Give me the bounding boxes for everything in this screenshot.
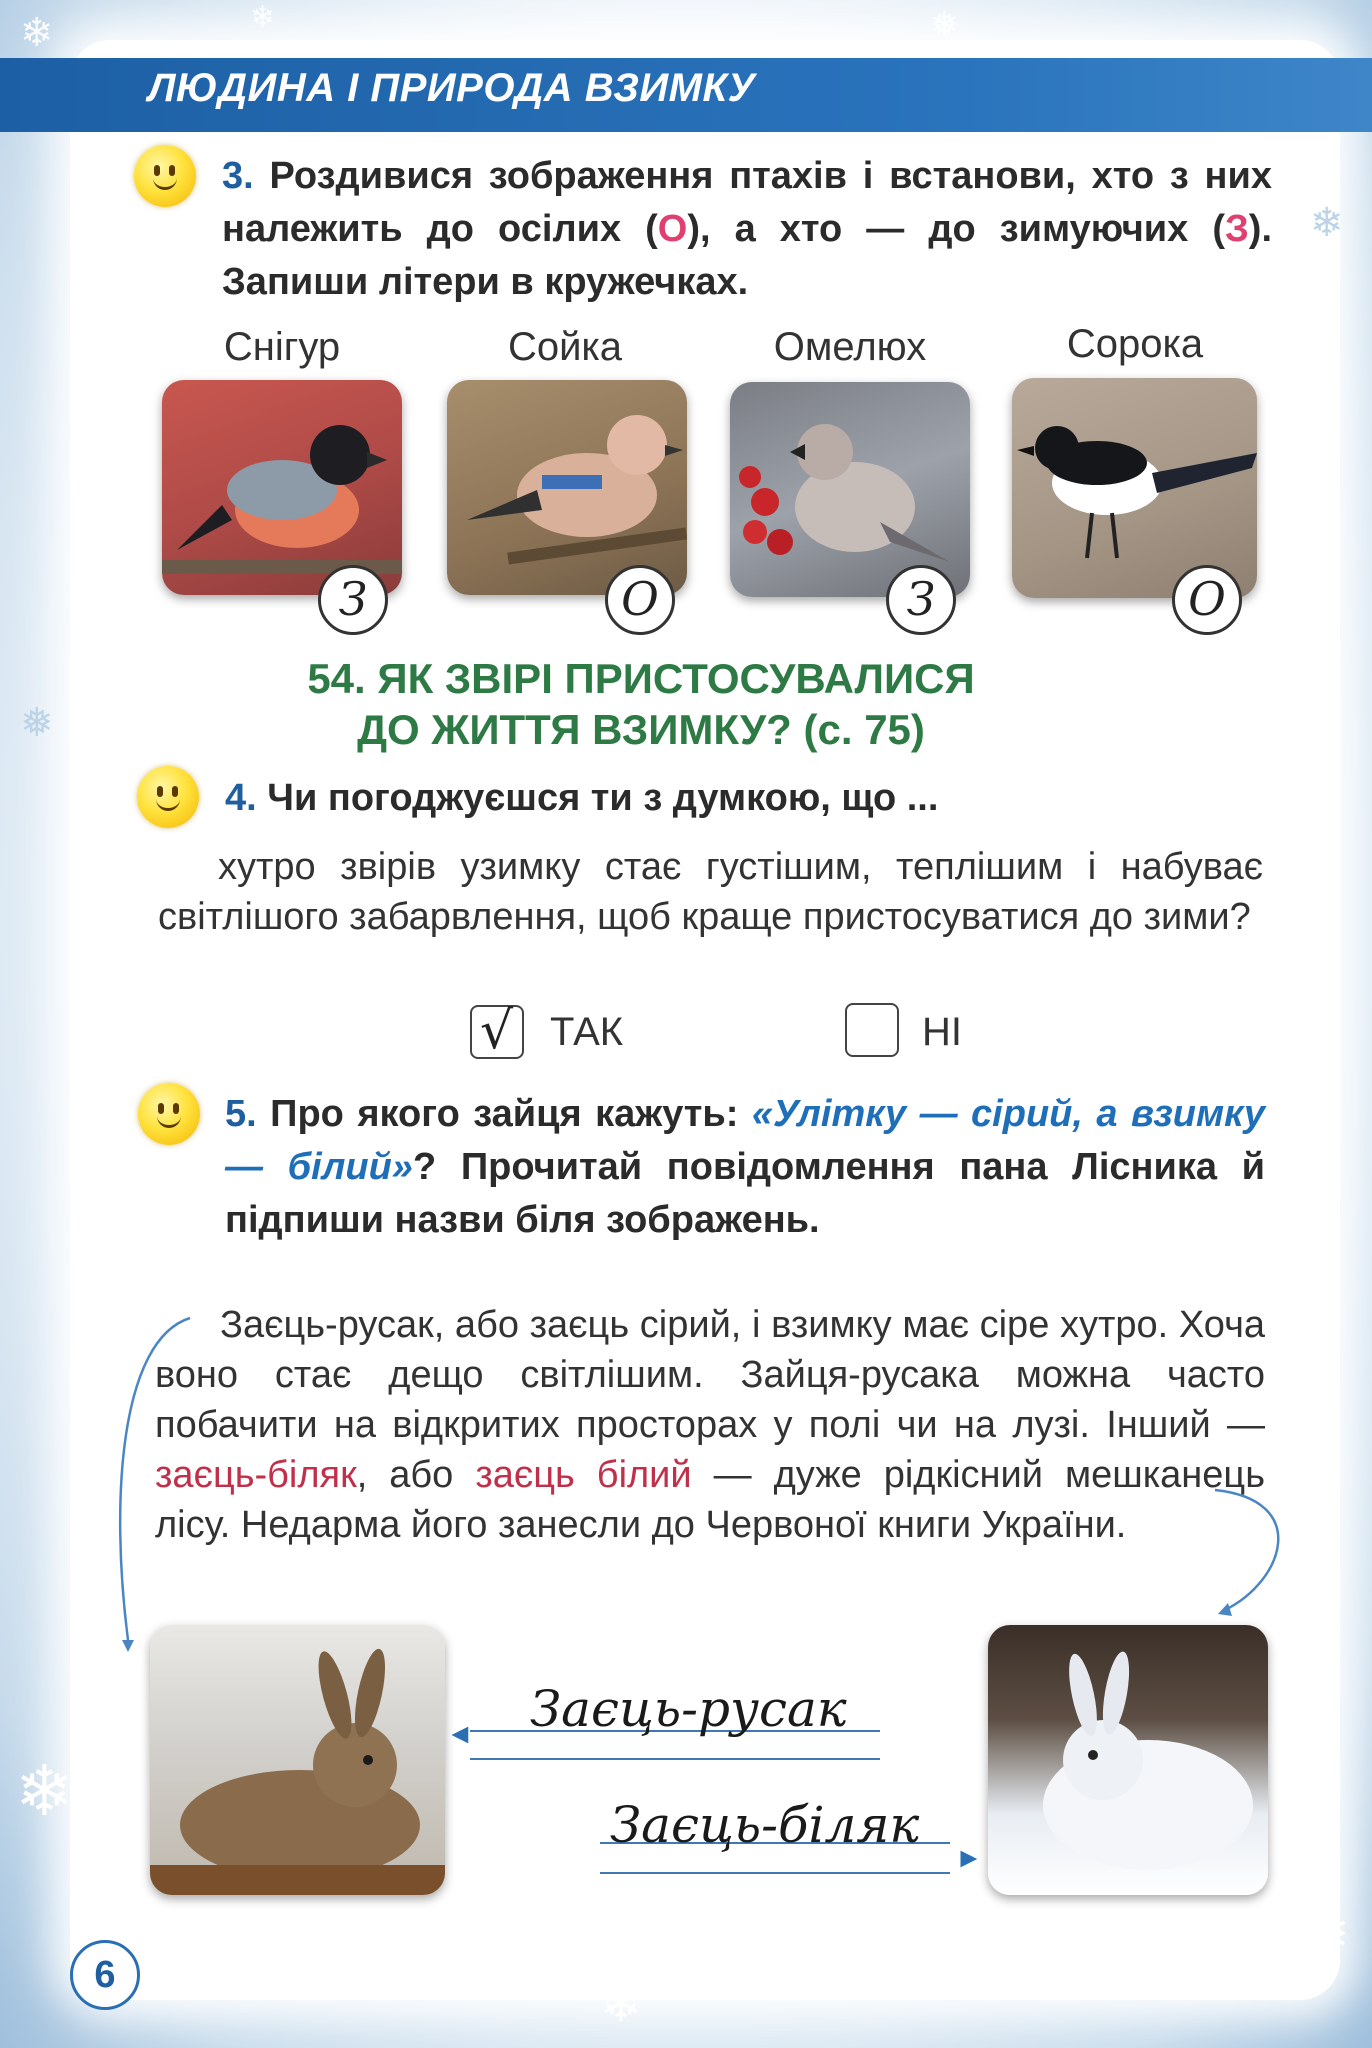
snowflake-icon: ❄ xyxy=(600,1976,642,2032)
snowflake-icon: ❄ xyxy=(250,1,276,34)
task-4-question: 4. Чи погоджуєшся ти з думкою, що ... xyxy=(225,777,939,819)
snowflake-icon: ❄ xyxy=(15,1752,74,1830)
no-label: НІ xyxy=(922,1010,962,1054)
task-5-text: 5. Про якого зайця кажуть: «Улітку — сірий, а взимку — білий»? Прочитай повідомлення пана Лісника й підпиши назви біля зображень. xyxy=(225,1093,1266,1241)
task-number: 4. xyxy=(225,777,257,819)
check-mark-icon: √ xyxy=(480,1001,514,1061)
snowflake-icon: ❅ xyxy=(930,6,959,44)
section-title-line2: ДО ЖИТТЯ ВЗИМКУ? (с. 75) xyxy=(357,706,925,753)
snowflake-icon: ❅ xyxy=(1300,1901,1351,1968)
answer-hare-grey[interactable]: Заєць-русак xyxy=(530,1680,847,1738)
answer-circle[interactable]: З xyxy=(886,565,956,635)
letter-o: О xyxy=(657,208,688,250)
answer-circle[interactable]: З xyxy=(318,565,388,635)
page-number: 6 xyxy=(70,1940,140,2010)
answer-hare-white[interactable]: Заєць-біляк xyxy=(610,1796,920,1854)
snowflake-icon: ❄ xyxy=(20,11,54,55)
hare-white-term: заєць-біляк xyxy=(155,1454,357,1496)
hare-white-term-alt: заєць білий xyxy=(475,1454,692,1496)
white-hare-photo xyxy=(988,1625,1268,1895)
answer-circle[interactable]: О xyxy=(1172,565,1242,635)
task-3-text: 3. Роздивися зображення птахів і встанови, хто з них належить до осілих (О), а хто — до зимуючих (З). Запиши літери в кружечках. xyxy=(222,155,1273,303)
task-number: 5. xyxy=(225,1093,257,1135)
snowflake-icon: ❅ xyxy=(20,701,54,745)
arrow-left-icon: ◄ xyxy=(446,1718,474,1749)
forester-story: Заєць-русак, або заєць сірий, і взимку має сіре хутро. Хоча воно стає дещо світлішим. Зайця-русака можна часто побачити на відкритих просторах у полі чи на лузі. Інший — заєць-біляк, або заєць білий — дуже рідкісний мешканець лісу. Недарма його занесли до Червоної книги України. xyxy=(155,1304,1265,1546)
bird-name: Сойка xyxy=(507,325,623,369)
answer-circle[interactable]: О xyxy=(605,565,675,635)
proverb-quote: «Улітку — сірий, а взимку — білий» xyxy=(225,1093,1265,1188)
letter-z: З xyxy=(1224,208,1249,250)
chapter-title: ЛЮДИНА І ПРИРОДА ВЗИМКУ xyxy=(148,66,756,110)
task-4-statement: хутро звірів узимку стає густішим, теплішим і набуває світлішого забарвлення, щоб краще пристосуватися до зими? xyxy=(158,846,1263,938)
bird-name: Сорока xyxy=(1066,322,1204,366)
yes-label: ТАК xyxy=(550,1010,624,1054)
arrow-right-icon: ► xyxy=(955,1842,983,1873)
bird-name: Омелюх xyxy=(773,325,927,369)
answer-line xyxy=(470,1758,880,1760)
bird-name: Снігур xyxy=(223,325,341,369)
snowflake-icon: ❄ xyxy=(1310,201,1344,245)
answer-line xyxy=(600,1872,950,1874)
task-number: 3. xyxy=(222,155,254,197)
section-title-line1: 54. ЯК ЗВІРІ ПРИСТОСУВАЛИСЯ xyxy=(307,655,975,702)
brown-hare-photo xyxy=(150,1625,445,1895)
